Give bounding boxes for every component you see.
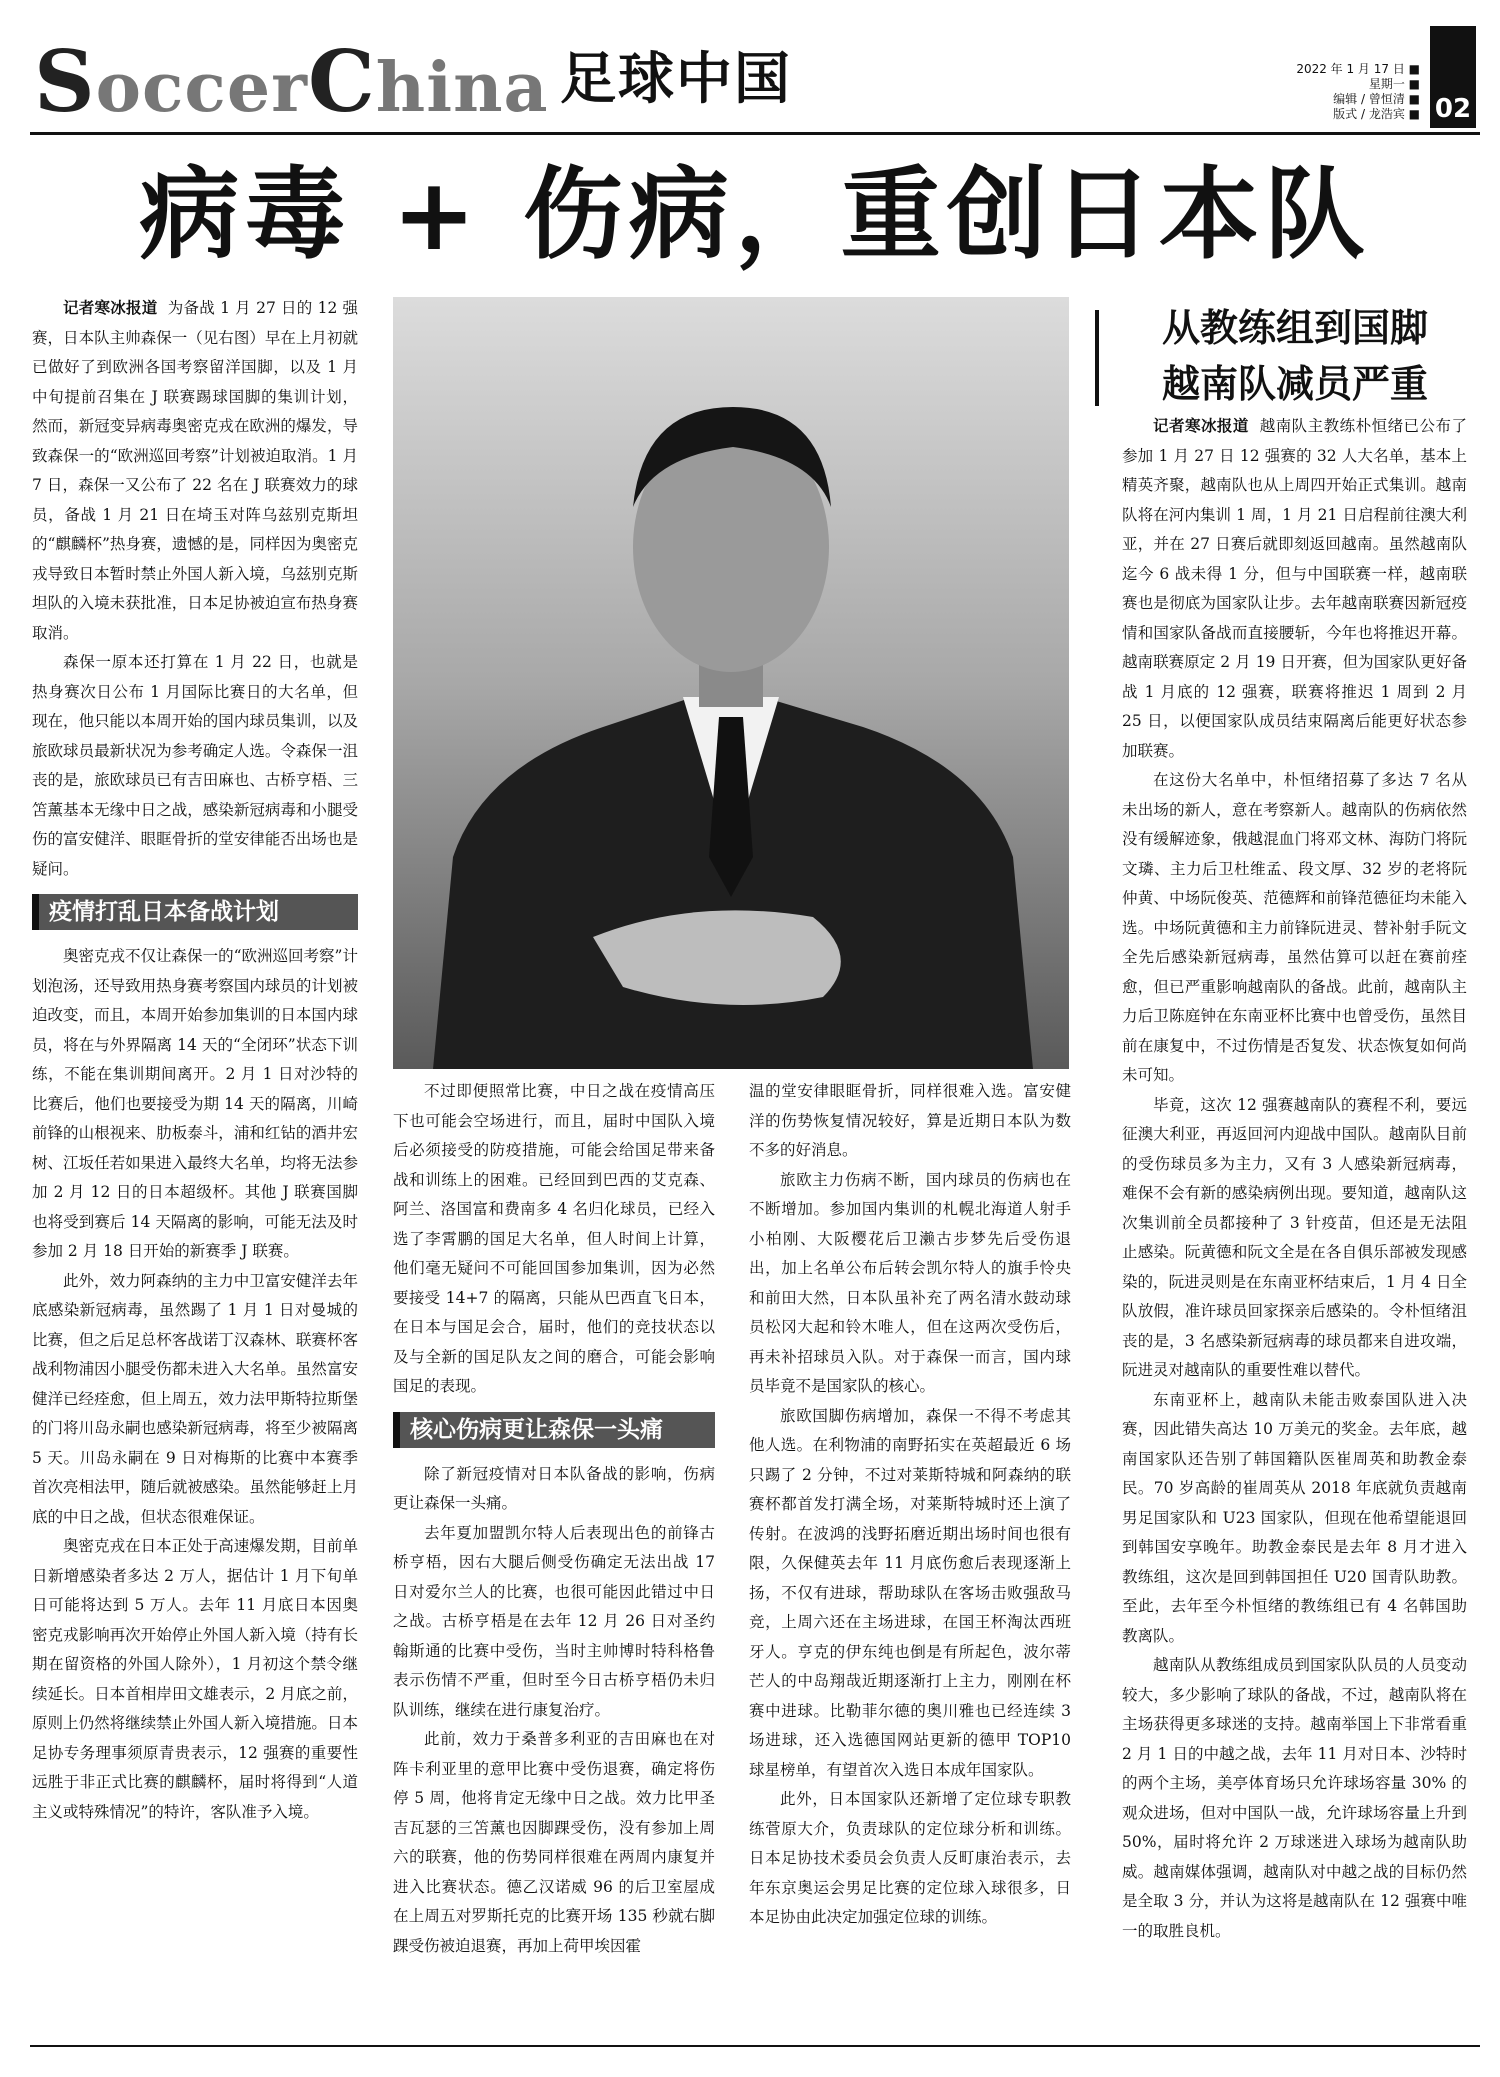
- section-subhead: 核心伤病更让森保一头痛: [393, 1412, 715, 1448]
- article-paragraph: 不过即便照常比赛，中日之战在疫情高压下也可能会空场进行，而且，届时中国队入境后必须接受的防疫措施，可能会给国足带来备战和训练上的困难。已经回到巴西的艾克森、阿兰、洛国富和费南多 4 名归化球员，已经入选了李霄鹏的国足大名单，但人时间上计算，他们毫无疑问不可能回国参加集训，因为必然要接受 14+7 的隔离，只能从巴西直飞日本，在日本与国足会合，届时，他们的竞技状态以及与全新的国足队友之间的磨合，可能会影响国足的表现。: [393, 1082, 715, 1395]
- article-paragraph: 温的堂安律眼眶骨折，同样很难入选。富安健洋的伤势恢复情况较好，算是近期日本队为数不多的好消息。: [749, 1082, 1071, 1159]
- side-title-line-2: 越南队减员严重: [1161, 362, 1428, 406]
- issue-meta: [1268, 62, 1420, 122]
- issue-layout: 版式 / 龙浩宾 ■: [1268, 107, 1420, 122]
- side-article-column: [1122, 411, 1467, 1946]
- section-subhead: 疫情打乱日本备战计划: [32, 894, 358, 930]
- article-byline: 记者寒冰报道: [63, 298, 158, 317]
- side-title-line-1: 从教练组到国脚: [1161, 306, 1428, 350]
- masthead-divider: [30, 132, 1480, 135]
- masthead-english: [34, 32, 549, 131]
- article-paragraph: 奥密克戎不仅让森保一的“欧洲巡回考察”计划泡汤，还导致用热身赛考察国内球员的计划被迫改变，而且，本周开始参加集训的日本国内球员，将在与外界隔离 14 天的“全闭环”状态下训练，不能在集训期间离开。2 月 1 日对沙特的比赛后，他们也要接受为期 14 天的隔离，川崎前锋的山根视来、肋板泰斗，浦和红钻的酒井宏树、江坂任若如果进入最终大名单，均将无法参加 2 月 12 日的日本超级杯。其他 J 联赛国脚也将受到赛后 14 天隔离的影响，可能无法及时参加 2 月 18 日开始的新赛季 J 联赛。: [32, 947, 358, 1260]
- masthead-letter-c: C: [307, 32, 376, 131]
- side-article-title: [1110, 300, 1480, 412]
- article-paragraph: 此前，效力于桑普多利亚的吉田麻也在对阵卡利亚里的意甲比赛中受伤退赛，确定将伤停 5 周，他将肯定无缘中日之战。效力比甲圣吉瓦瑟的三笘薰也因脚踝受伤，没有参加上周六的联赛，他的伤势同样很难在两周内康复并进入比赛状态。德乙汉诺威 96 的后卫室屋成在上周五对罗斯托克的比赛开场 135 秒就右脚踝受伤被迫退赛，再加上荷甲埃因霍: [393, 1730, 715, 1955]
- page-headline: 病毒 + 伤病，重创日本队: [139, 156, 1371, 273]
- masthead-occer: occer: [95, 48, 308, 128]
- issue-editor: 编辑 / 曾恒清 ■: [1268, 92, 1420, 107]
- article-paragraph: 奥密克戎在日本正处于高速爆发期，目前单日新增感染者多达 2 万人，据估计 1 月下旬单日可能将达到 5 万人。去年 11 月底日本因奥密克戎影响再次开始停止外国人新入境（持有长期在留资格的外国人除外），1 月初这个禁令继续延长。日本首相岸田文雄表示，2 月底之前，原则上仍然将继续禁止外国人新入境措施。日本足协专务理事须原青贵表示，12 强赛的重要性远胜于非正式比赛的麒麟杯，届时将得到“人道主义或特殊情况”的特许，客队准予入境。: [32, 1537, 358, 1821]
- article-paragraph: 在这份大名单中，朴恒绪招募了多达 7 名从未出场的新人，意在考察新人。越南队的伤病依然没有缓解迹象，俄越混血门将邓文林、海防门将阮文璘、主力后卫杜维孟、段文厚、32 岁的老将阮仲黄、中场阮俊英、范德辉和前锋范德征均未能入选。中场阮黄德和主力前锋阮进灵、替补射手阮文全先后感染新冠病毒，虽然估算可以赶在赛前痊愈，但已严重影响越南队的备战。此前，越南队主力后卫陈庭钟在东南亚杯比赛中也曾受伤，虽然目前在康复中，不过伤情是否复发、状态恢复如何尚未可知。: [1122, 771, 1467, 1084]
- footer-divider: [30, 2045, 1480, 2047]
- article-column-2: [393, 1077, 715, 1961]
- coach-photo-illustration: [393, 297, 1069, 1069]
- article-paragraph: [32, 293, 358, 648]
- article-paragraph: 此外，效力阿森纳的主力中卫富安健洋去年底感染新冠病毒，虽然踢了 1 月 1 日对曼城的比赛，但之后足总杯客战诺丁汉森林、联赛杯客战利物浦因小腿受伤都未进入大名单。虽然富安健洋已经痊愈，但上周五，效力法甲斯特拉斯堡的门将川岛永嗣也感染新冠病毒，将至少被隔离 5 天。川岛永嗣在 9 日对梅斯的比赛中本赛季首次亮相法甲，随后就被感染。虽然能够赶上月底的中日之战，但状态很难保证。: [32, 1271, 358, 1526]
- article-paragraph: [1122, 411, 1467, 766]
- issue-date: 2022 年 1 月 17 日 ■: [1268, 62, 1420, 77]
- article-column-3: [749, 1077, 1071, 1933]
- masthead-hina: hina: [375, 48, 549, 128]
- paragraph-text: 为备战 1 月 27 日的 12 强赛，日本队主帅森保一（见右图）早在上月初就已做好了到欧洲各国考察留洋国脚，以及 1 月中旬提前召集在 J 联赛踢球国脚的集训计划，然而，新冠变异病毒奥密克戎在欧洲的爆发，导致森保一的“欧洲巡回考察”计划被迫取消。1 月 7 日，森保一又公布了 22 名在 J 联赛效力的球员，备战 1 月 21 日在埼玉对阵乌兹别克斯坦的“麒麟杯”热身赛，遗憾的是，同样因为奥密克戎导致日本暂时禁止外国人新入境，乌兹别克斯坦队的入境未获批准，日本足协被迫宣布热身赛取消。: [32, 299, 359, 642]
- article-column-1: [32, 293, 358, 1827]
- article-paragraph: 毕竟，这次 12 强赛越南队的赛程不利，要远征澳大利亚，再返回河内迎战中国队。越南队目前的受伤球员多为主力，又有 3 人感染新冠病毒，难保不会有新的感染病例出现。要知道，越南队这次集训前全员都接种了 3 针疫苗，但还是无法阻止感染。阮黄德和阮文全是在各自俱乐部被发现感染的，阮进灵则是在东南亚杯结束后，1 月 4 日全队放假，准许球员回家探亲后感染的。令朴恒绪沮丧的是，3 名感染新冠病毒的球员都来自进攻端，阮进灵对越南队的重要性难以替代。: [1122, 1095, 1467, 1379]
- coach-photo: [393, 297, 1069, 1069]
- article-paragraph: 东南亚杯上，越南队未能击败泰国队进入决赛，因此错失高达 10 万美元的奖金。去年底，越南国家队还告别了韩国籍队医崔周英和助教金泰民。70 岁高龄的崔周英从 2018 年底就负责越南男足国家队和 U23 国家队，但现在他希望能退回到韩国安享晚年。助教金泰民是去年 8 月才进入教练组，这次是回到韩国担任 U20 国青队助教。至此，去年至今朴恒绪的教练组已有 4 名韩国助教离队。: [1122, 1390, 1467, 1645]
- paragraph-text: 越南队主教练朴恒绪已公布了参加 1 月 27 日 12 强赛的 32 人大名单，基本上精英齐聚，越南队也从上周四开始正式集训。越南队将在河内集训 1 周，1 月 21 日启程前往澳大利亚，并在 27 日赛后就即刻返回越南。虽然越南队迄今 6 战未得 1 分，但与中国联赛一样，越南联赛也是彻底为国家队让步。去年越南联赛因新冠疫情和国家队备战而直接腰斩，今年也将推迟开幕。越南联赛原定 2 月 19 日开赛，但为国家队更好备战 1 月底的 12 强赛，联赛将推迟 1 周到 2 月 25 日，以便国家队成员结束隔离后能更好状态参加联赛。: [1122, 417, 1467, 760]
- masthead-letter-s: S: [34, 32, 96, 131]
- side-article-byline: 记者寒冰报道: [1153, 416, 1249, 435]
- article-paragraph: 森保一原本还打算在 1 月 22 日，也就是热身赛次日公布 1 月国际比赛日的大名单，但现在，他只能以本周开始的国内球员集训，以及旅欧球员最新状况为参考确定人选。令森保一沮丧的是，旅欧球员已有吉田麻也、古桥亨梧、三笘薰基本无缘中日之战，感染新冠病毒和小腿受伤的富安健洋、眼眶骨折的堂安律能否出场也是疑问。: [32, 653, 358, 878]
- article-paragraph: 去年夏加盟凯尔特人后表现出色的前锋古桥亨梧，因右大腿后侧受伤确定无法出战 17 日对爱尔兰人的比赛，也很可能因此错过中日之战。古桥亨梧是在去年 12 月 26 日对圣约翰斯通的比赛中受伤，当时主帅博时特科格鲁表示伤情不严重，但时至今日古桥亨梧仍未归队训练，继续在进行康复治疗。: [393, 1523, 715, 1719]
- article-paragraph: 旅欧国脚伤病增加，森保一不得不考虑其他人选。在利物浦的南野拓实在英超最近 6 场只踢了 2 分钟，不过对莱斯特城和阿森纳的联赛杯都首发打满全场，对莱斯特城时还上演了传射。在波鸿的浅野拓磨近期出场时间也很有限，久保健英去年 11 月底伤愈后表现逐渐上扬，不仅有进球，帮助球队在客场击败强敌马竞，上周六还在主场进球，在国王杯淘汰西班牙人。亨克的伊东纯也倒是有所起色，波尔蒂芒人的中岛翔哉近期逐渐打上主力，刚刚在杯赛中进球。比勒菲尔德的奥川雅也已经连续 3 场进球，还入选德国网站更新的德甲 TOP10 球星榜单，有望首次入选日本成年国家队。: [749, 1406, 1071, 1779]
- page-number: 02: [1430, 26, 1476, 128]
- side-article-marker: [1095, 310, 1099, 406]
- article-paragraph: 越南队从教练组成员到国家队队员的人员变动较大，多少影响了球队的备战，不过，越南队将在主场获得更多球迷的支持。越南举国上下非常看重 2 月 1 日的中越之战，去年 11 月对日本、沙特时的两个主场，美亭体育场只允许球场容量 30% 的观众进场，但对中国队一战，允许球场容量上升到 50%，届时将允许 2 万球迷进入球场为越南队助威。越南媒体强调，越南队对中越之战的目标仍然是全取 3 分，并认为这将是越南队在 12 强赛中唯一的取胜良机。: [1122, 1656, 1467, 1940]
- article-paragraph: 除了新冠疫情对日本队备战的影响，伤病更让森保一头痛。: [393, 1464, 715, 1512]
- article-paragraph: 旅欧主力伤病不断，国内球员的伤病也在不断增加。参加国内集训的札幌北海道人射手小柏刚、大阪樱花后卫濑古步梦先后受伤退出，加上名单公布后转会凯尔特人的旗手怜央和前田大然，日本队虽补充了两名清水鼓动球员松冈大起和铃木唯人，但在这两次受伤后，再未补招球员入队。对于森保一而言，国内球员毕竟不是国家队的核心。: [749, 1170, 1071, 1395]
- article-paragraph: 此外，日本国家队还新增了定位球专职教练菅原大介，负责球队的定位球分析和训练。日本足协技术委员会负责人反町康治表示，去年东京奥运会男足比赛的定位球入球很多，日本足协由此决定加强定位球的训练。: [749, 1790, 1071, 1926]
- masthead-chinese: 足球中国: [560, 47, 792, 112]
- issue-weekday: 星期一 ■: [1268, 77, 1420, 92]
